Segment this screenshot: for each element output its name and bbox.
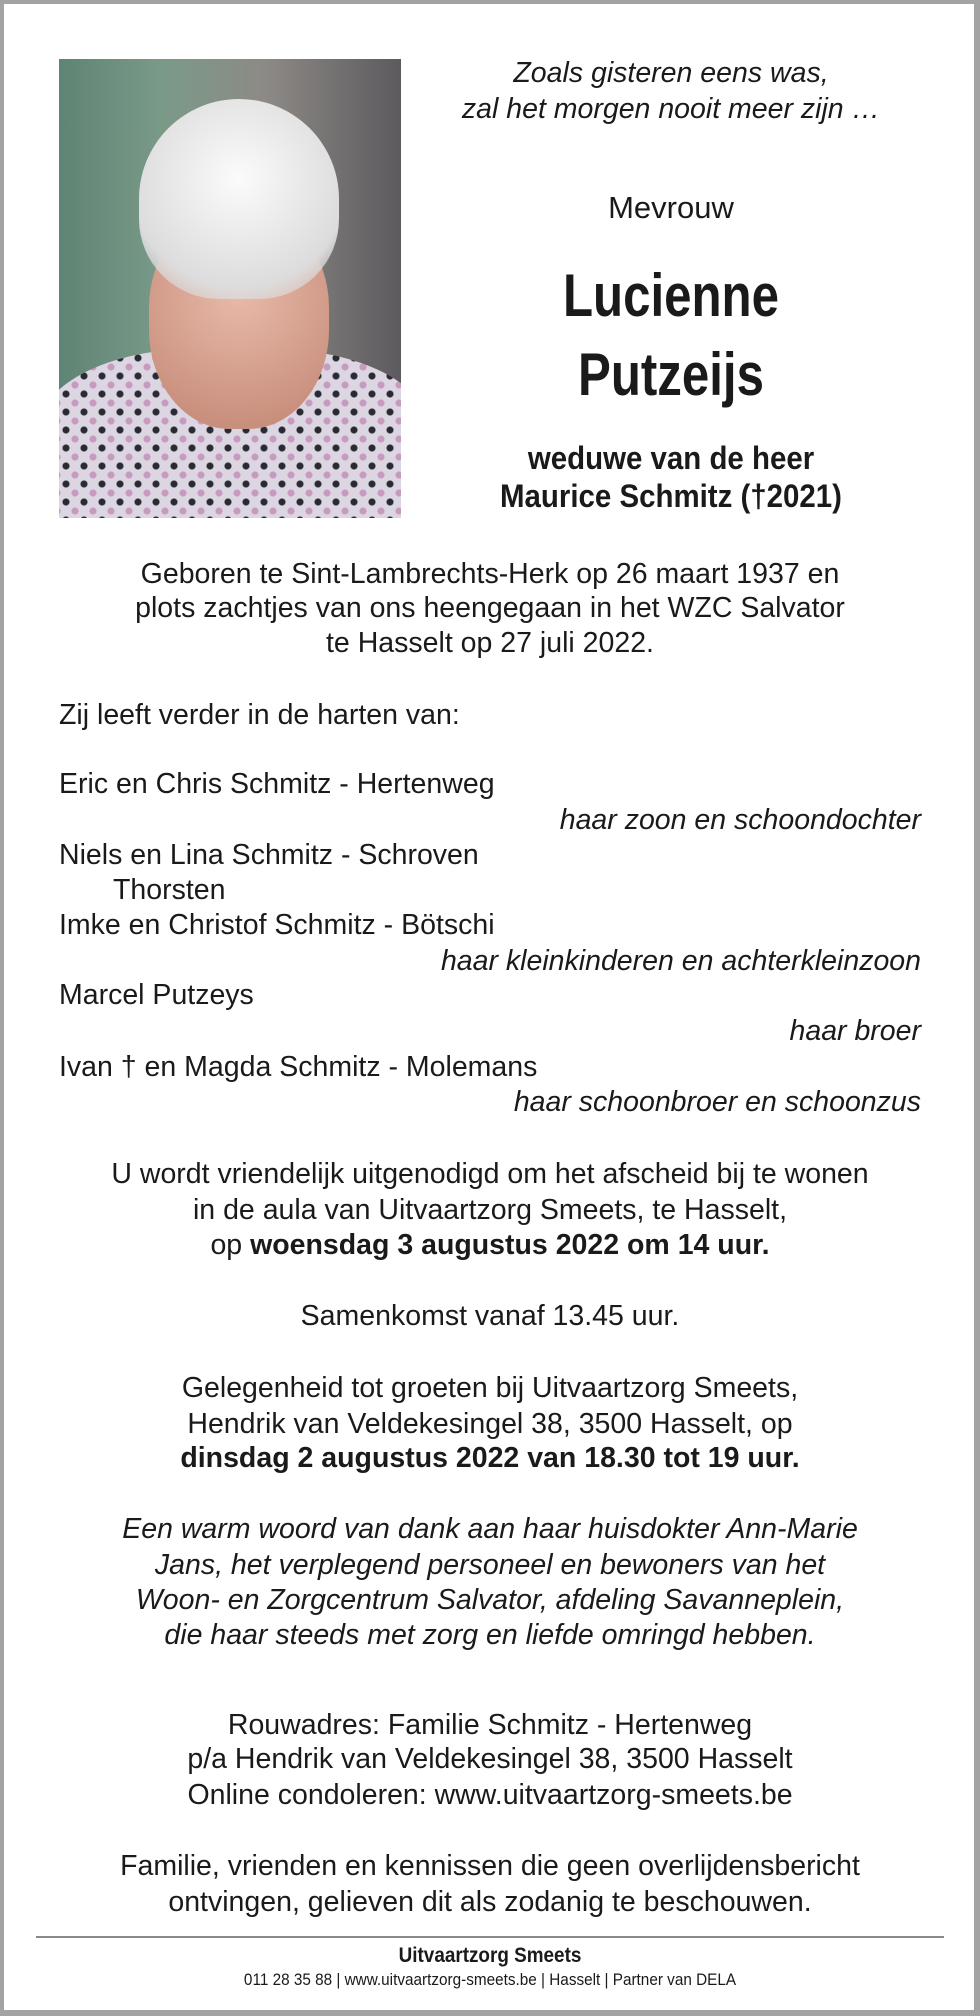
visitation-datetime: dinsdag 2 augustus 2022 van 18.30 tot 19 uur. [180, 1442, 800, 1474]
address-line: Rouwadres: Familie Schmitz - Hertenweg [227, 1709, 753, 1741]
relation: haar zoon en schoondochter [559, 804, 921, 836]
footer-divider [36, 1936, 944, 1938]
thanks-line: die haar steeds met zorg en liefde omringd hebben. [164, 1619, 816, 1651]
salutation: Mevrouw [608, 190, 734, 225]
ceremony-line: in de aula van Uitvaartzorg Smeets, te Hasselt, [192, 1194, 788, 1226]
thanks-line: Jans, het verplegend personeel en bewoners van het [154, 1549, 826, 1581]
notice-line: ontvingen, gelieven dit als zodanig te beschouwen. [168, 1886, 812, 1918]
survivor: Niels en Lina Schmitz - Schroven [59, 839, 479, 871]
relation: haar kleinkinderen en achterkleinzoon [440, 945, 921, 977]
ceremony-datetime: op woensdag 3 augustus 2022 om 14 uur. [210, 1229, 770, 1261]
thanks-line: Een warm woord van dank aan haar huisdokter Ann-Marie [122, 1513, 858, 1545]
birth-line: plots zachtjes van ons heengegaan in het WZC Salvator [135, 592, 845, 624]
relation: haar schoonbroer en schoonzus [513, 1086, 921, 1118]
portrait-photo [59, 59, 401, 518]
survivors-intro: Zij leeft verder in de harten van: [59, 699, 460, 731]
spouse-name: Maurice Schmitz (†2021) [500, 478, 842, 514]
birth-line: te Hasselt op 27 juli 2022. [326, 627, 654, 659]
footer-brand: Uitvaartzorg Smeets [398, 1944, 582, 1967]
survivor: Eric en Chris Schmitz - Hertenweg [59, 768, 495, 800]
footer-contact: 011 28 35 88 | www.uitvaartzorg-smeets.be | Hasselt | Partner van DELA [243, 1970, 737, 1989]
quote-line: Zoals gisteren eens was, [513, 57, 829, 89]
visitation-line: Gelegenheid tot groeten bij Uitvaartzorg Smeets, [181, 1372, 799, 1404]
survivor: Thorsten [113, 874, 226, 906]
visitation-line: Hendrik van Veldekesingel 38, 3500 Hasselt, op [187, 1408, 793, 1440]
condolence-link: Online condoleren: www.uitvaartzorg-smeets.be [187, 1779, 793, 1811]
relation: haar broer [789, 1015, 921, 1047]
quote-line: zal het morgen nooit meer zijn … [461, 93, 881, 125]
birth-line: Geboren te Sint-Lambrechts-Herk op 26 maart 1937 en [140, 558, 840, 590]
notice-line: Familie, vrienden en kennissen die geen overlijdensbericht [120, 1850, 860, 1882]
survivor: Marcel Putzeys [59, 979, 254, 1011]
deceased-first-name: Lucienne [563, 262, 779, 329]
survivor: Ivan † en Magda Schmitz - Molemans [59, 1051, 538, 1083]
ceremony-line: U wordt vriendelijk uitgenodigd om het afscheid bij te wonen [111, 1158, 869, 1190]
spouse-line: weduwe van de heer [527, 440, 815, 476]
deceased-last-name: Putzeijs [578, 341, 764, 408]
address-line: p/a Hendrik van Veldekesingel 38, 3500 Hasselt [187, 1743, 793, 1775]
survivor: Imke en Christof Schmitz - Bötschi [59, 909, 495, 941]
gathering-time: Samenkomst vanaf 13.45 uur. [300, 1300, 680, 1332]
thanks-line: Woon- en Zorgcentrum Salvator, afdeling Savanneplein, [135, 1584, 845, 1616]
